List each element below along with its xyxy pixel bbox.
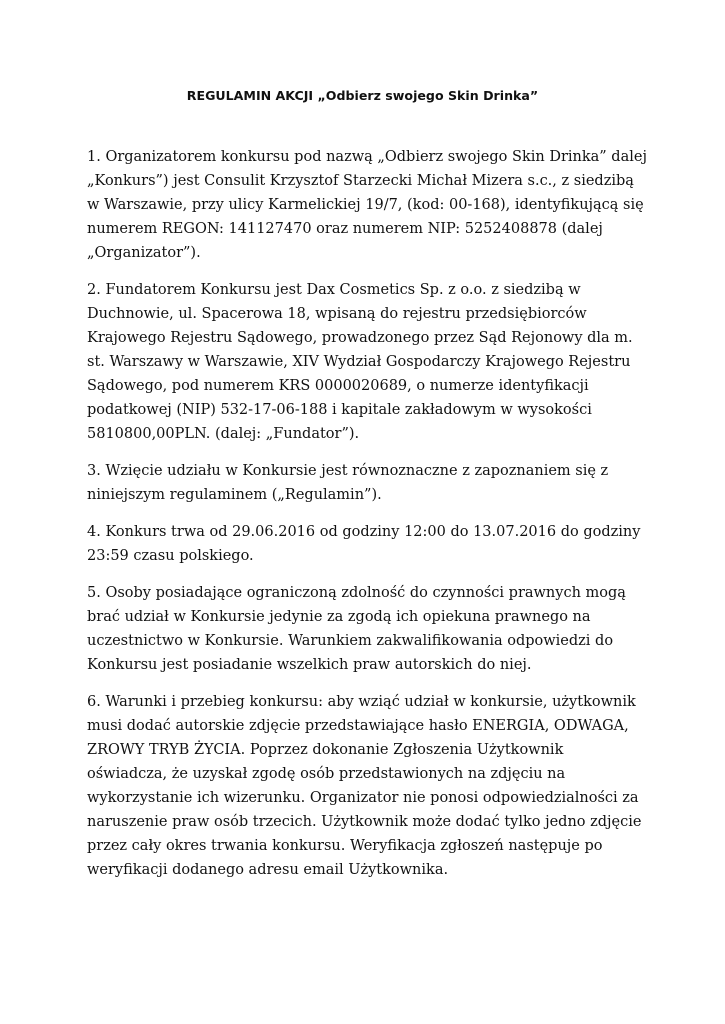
paragraph-1-organizer: 1. Organizatorem konkursu pod nazwą „Odbierz swojego Skin Drinka” dalej „Konkurs”) jest Consulit Krzysztof Starzecki Michał Mizera s.c., z siedzibą w Warszawie, przy ulicy Karmelickiej 19/7, (kod: 00-168), identyfikującą się numerem REGON: 141127470 oraz numerem NIP: 5252408878 (dalej „Organizator”). (87, 149, 647, 261)
paragraph-2-sponsor: 2. Fundatorem Konkursu jest Dax Cosmetics Sp. z o.o. z siedzibą w Duchnowie, ul. Spacerowa 18, wpisaną do rejestru przedsiębiorców Krajowego Rejestru Sądowego, prowadzonego przez Sąd Rejonowy dla m. st. Warszawy w Warszawie, XIV Wydział Gospodarczy Krajowego Rejestru Sądowego, pod numerem KRS 0000020689, o numerze identyfikacji podatkowej (NIP) 532-17-06-188 i kapitale zakładowym w wysokości 5810800,00PLN. (dalej: „Fundator”). (87, 282, 633, 442)
paragraph-6-conditions: 6. Warunki i przebieg konkursu: aby wziąć udział w konkursie, użytkownik musi dodać autorskie zdjęcie przedstawiające hasło ENERGIA, ODWAGA, ZROWY TRYB ŻYCIA. Poprzez dokonanie Zgłoszenia Użytkownik oświadcza, że uzyskał zgodę osób przedstawionych na zdjęciu na wykorzystanie ich wizerunku. Organizator nie ponosi odpowiedzialności za naruszenie praw osób trzecich. Użytkownik może dodać tylko jedno zdjęcie przez cały okres trwania konkursu. Weryfikacja zgłoszeń następuje po weryfikacji dodanego adresu email Użytkownika. (87, 694, 642, 878)
paragraph-3-acceptance: 3. Wzięcie udziału w Konkursie jest równoznaczne z zapoznaniem się z niniejszym regulaminem („Regulamin”). (87, 463, 609, 503)
paragraph-4-duration: 4. Konkurs trwa od 29.06.2016 od godziny 12:00 do 13.07.2016 do godziny 23:59 czasu polskiego. (87, 524, 641, 564)
document-body (87, 145, 647, 895)
paragraph-5-eligibility: 5. Osoby posiadające ograniczoną zdolność do czynności prawnych mogą brać udział w Konkursie jedynie za zgodą ich opiekuna prawnego na uczestnictwo w Konkursie. Warunkiem zakwalifikowania odpowiedzi do Konkursu jest posiadanie wszelkich praw autorskich do niej. (87, 585, 626, 673)
document-title: REGULAMIN AKCJI „Odbierz swojego Skin Drinka” (186, 88, 539, 103)
